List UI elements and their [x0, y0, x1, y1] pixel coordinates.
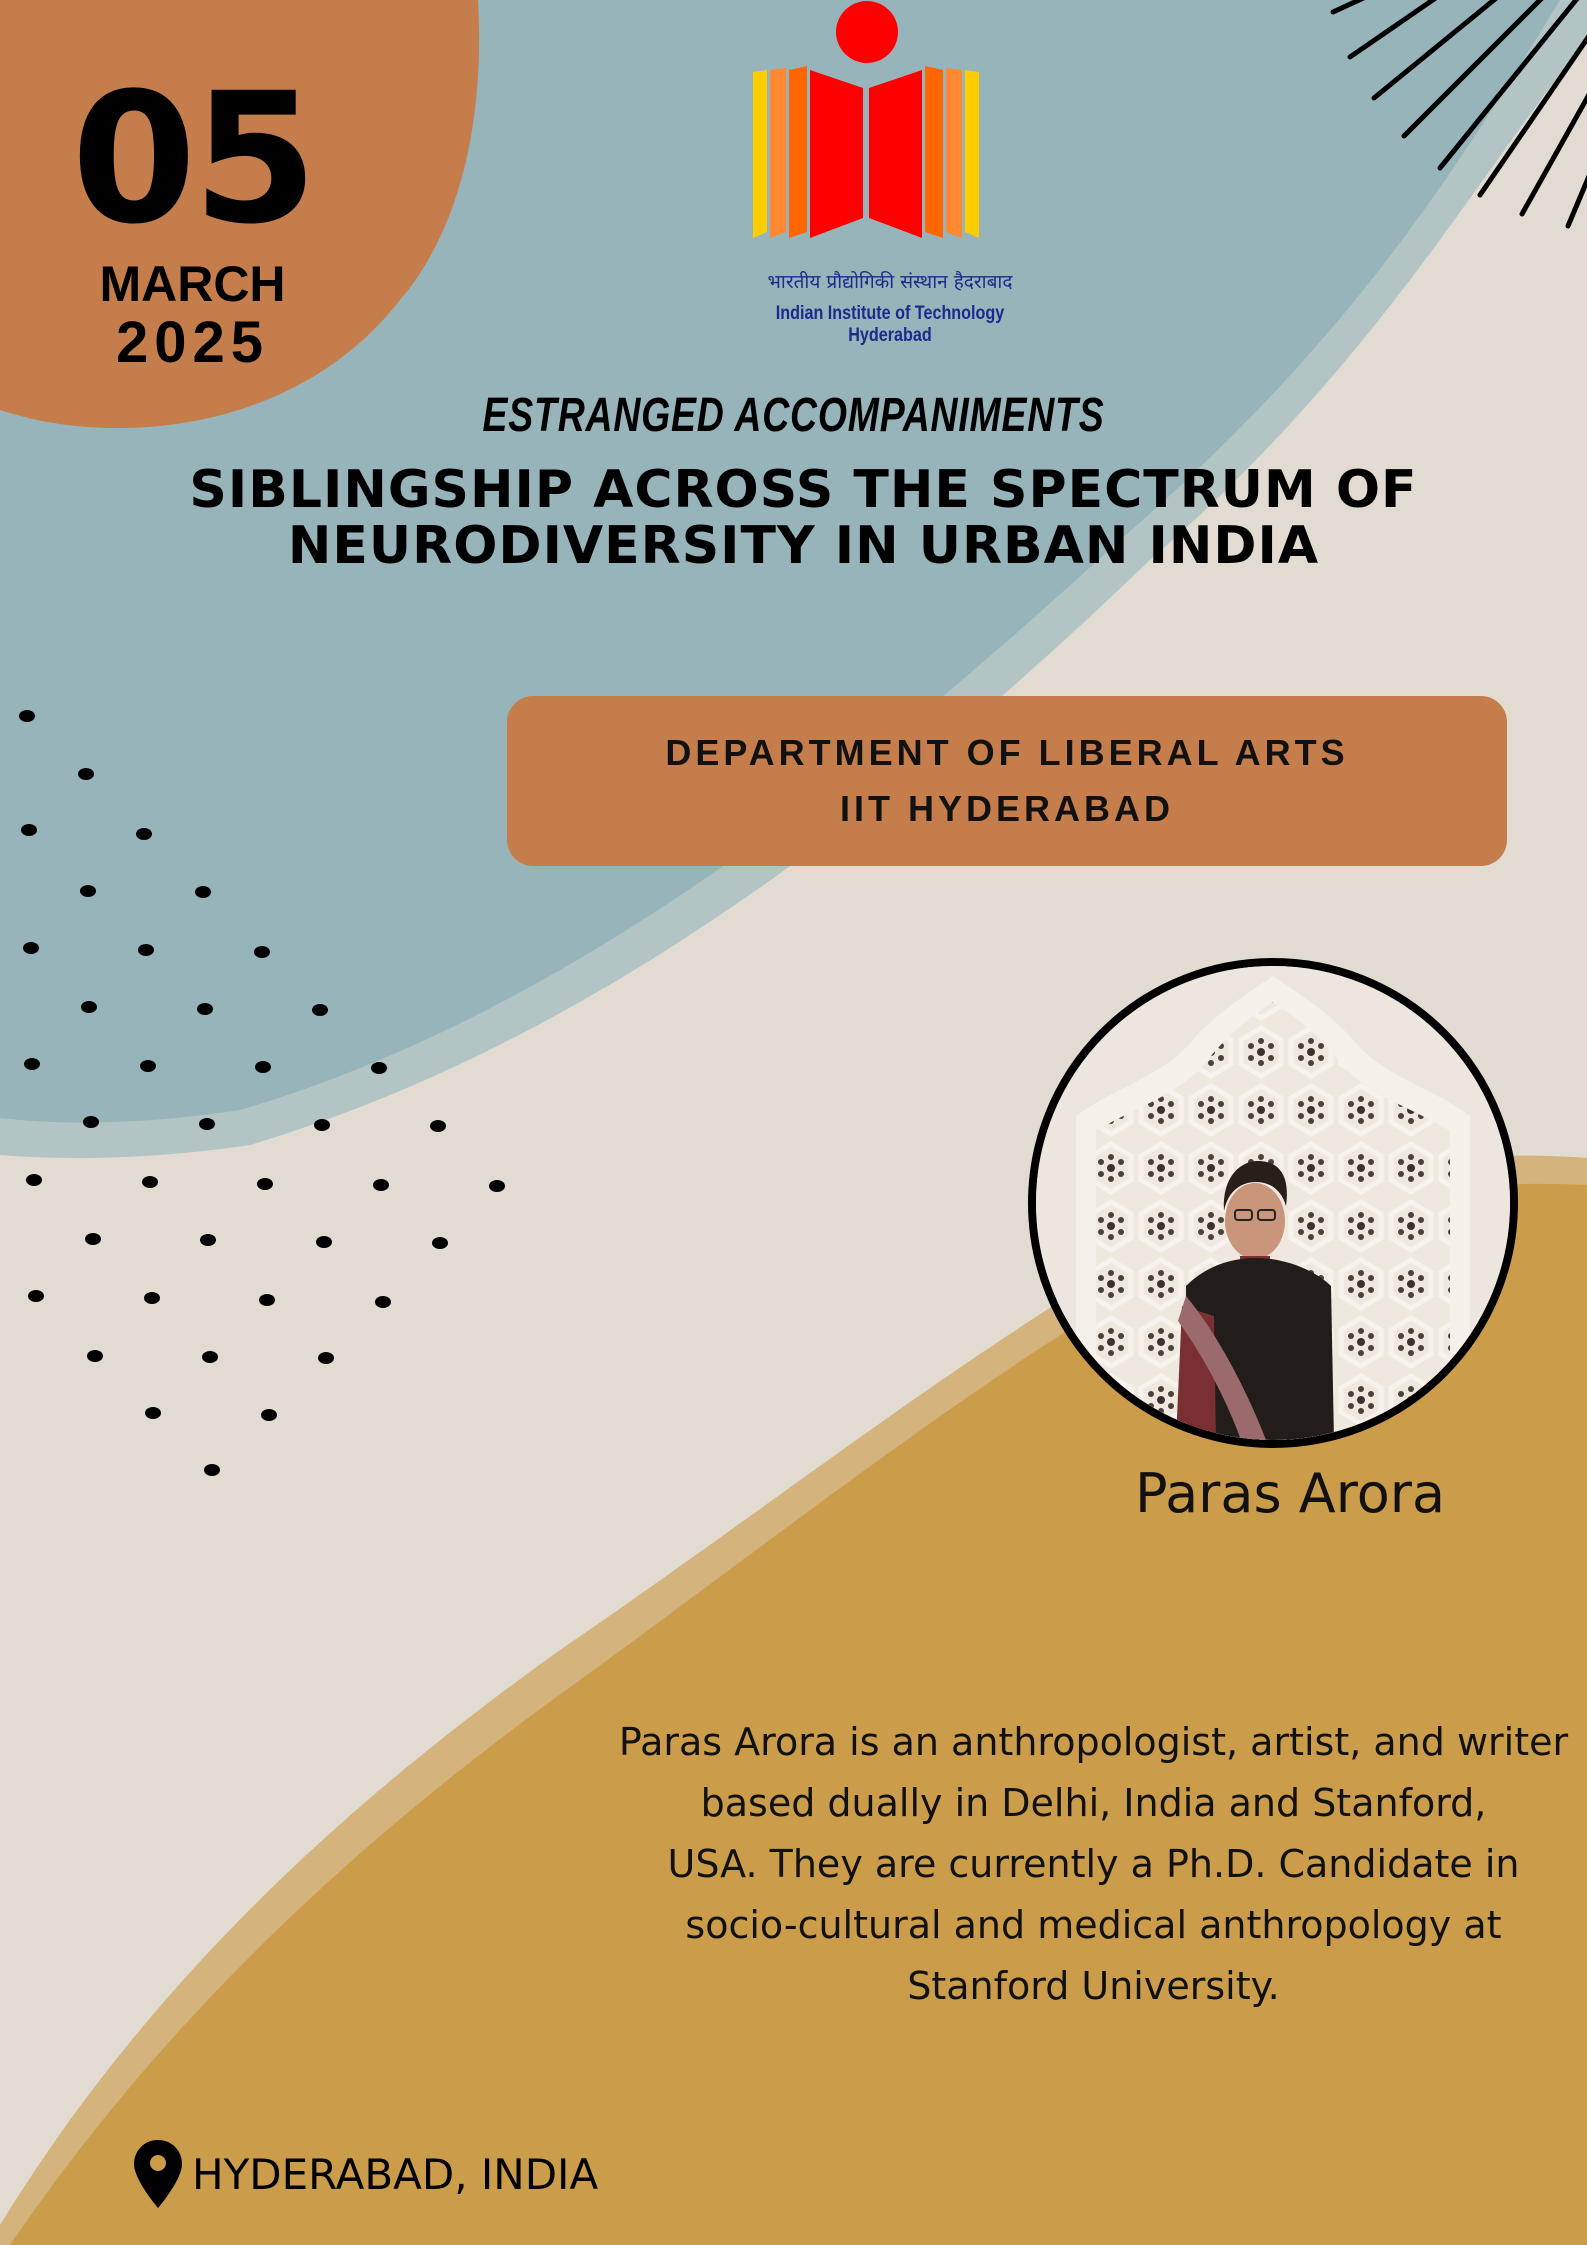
event-date [0, 55, 385, 375]
speaker-bio [600, 1712, 1587, 2017]
bio-line: Paras Arora is an anthropologist, artist, and writer [618, 1720, 1569, 1764]
date-year: 2025 [115, 310, 270, 375]
speaker-photo-illustration [1036, 966, 1510, 1440]
department-institute: IIT HYDERABAD [839, 788, 1174, 829]
event-subtitle: ESTRANGED ACCOMPANIMENTS [482, 389, 1105, 442]
iith-logo-icon [740, 0, 1040, 250]
institute-name-hindi: भारतीय प्रौद्योगिकी संस्थान हैदराबाद [767, 271, 1013, 293]
bio-line: based dually in Delhi, India and Stanford, [700, 1781, 1487, 1825]
department-name: DEPARTMENT OF LIBERAL ARTS [665, 732, 1349, 773]
bio-line: Stanford University. [907, 1964, 1280, 2008]
bio-line: socio-cultural and medical anthropology at [685, 1903, 1502, 1947]
event-location [132, 2138, 598, 2210]
bio-line: USA. They are currently a Ph.D. Candidate in [667, 1842, 1520, 1886]
event-title-line-2: NEURODIVERSITY IN URBAN INDIA [287, 516, 1320, 576]
institute-name-english: Indian Institute of Technology Hyderabad [775, 303, 1005, 346]
speaker-name: Paras Arora [1134, 1462, 1446, 1525]
institute-logo [740, 0, 1040, 346]
date-month: MARCH [99, 256, 286, 312]
speaker-photo [1028, 958, 1518, 1448]
event-title [60, 462, 1547, 574]
date-day: 05 [71, 55, 314, 264]
location-text: HYDERABAD, INDIA [192, 2149, 599, 2199]
event-title-line-1: SIBLINGSHIP ACROSS THE SPECTRUM OF [189, 460, 1418, 520]
department-banner [507, 696, 1507, 866]
map-pin-icon [132, 2138, 184, 2210]
